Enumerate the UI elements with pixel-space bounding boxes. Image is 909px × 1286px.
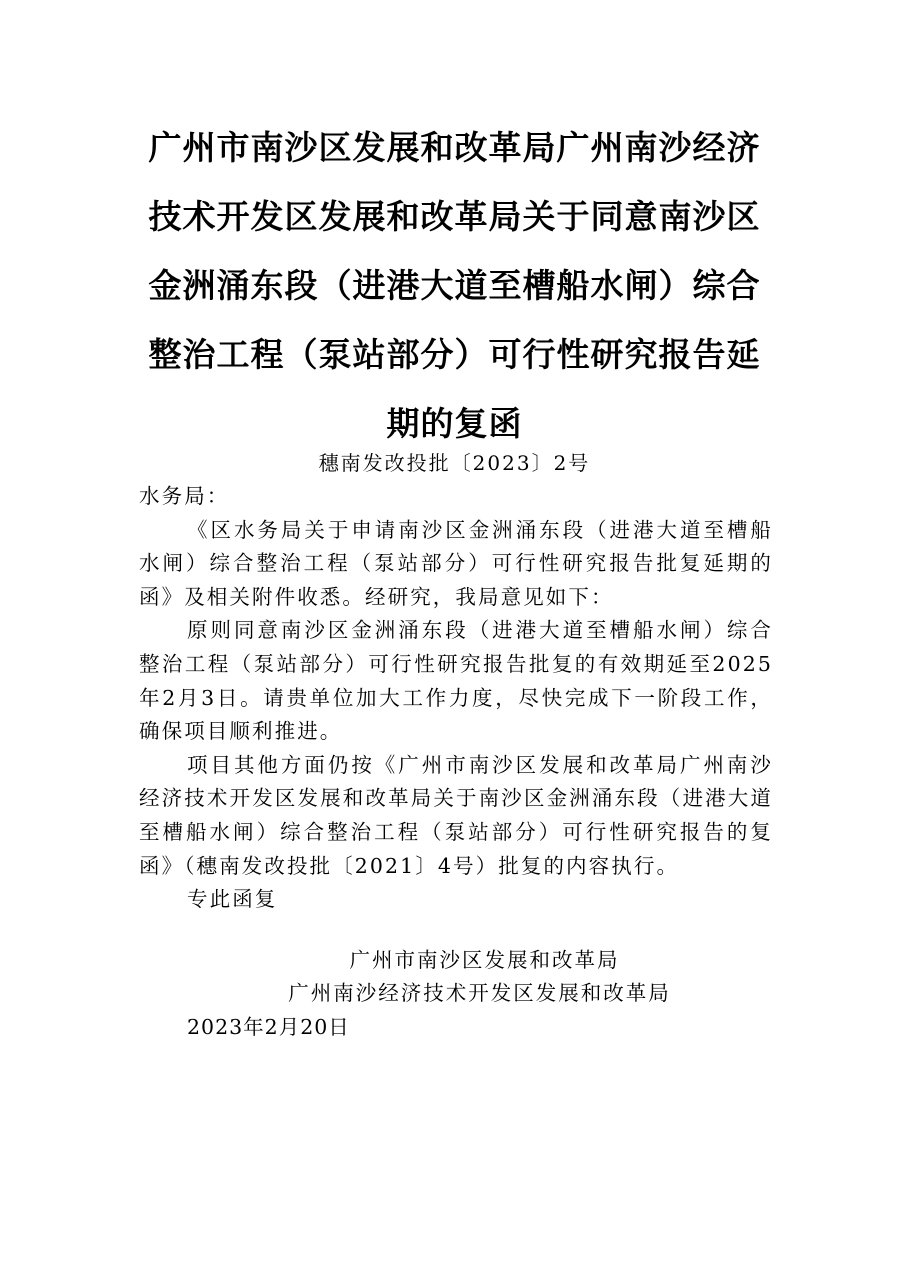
title-line: 整治工程（泵站部分）可行性研究报告延: [148, 335, 761, 374]
title-line: 广州市南沙区发展和改革局广州南沙经济: [148, 128, 761, 167]
document-number: 穗南发改投批〔2023〕2号: [318, 451, 591, 475]
issue-date: 2023年2月20日: [187, 1015, 350, 1039]
salutation: 水务局：: [139, 484, 230, 508]
body-paragraph: 《区水务局关于申请南沙区金洲涌东段（进港大道至槽船水闸）综合整治工程（泵站部分）可行性研究报告批复延期的函》及相关附件收悉。经研究，我局意见如下：: [139, 517, 773, 609]
document-title: [120, 113, 789, 458]
closing-phrase: 专此函复: [187, 887, 278, 912]
document-body: [139, 480, 773, 917]
title-line: 期的复函: [386, 404, 523, 443]
title-line: 金洲涌东段（进港大道至槽船水闸）综合: [148, 266, 761, 305]
signature-issuer-1: 广州市南沙区发展和改革局: [349, 948, 620, 972]
signature-issuer-2: 广州南沙经济技术开发区发展和改革局: [288, 981, 671, 1005]
body-paragraph: 项目其他方面仍按《广州市南沙区发展和改革局广州南沙经济技术开发区发展和改革局关于南沙区金洲涌东段（进港大道至槽船水闸）综合整治工程（泵站部分）可行性研究报告的复函》（穗南发改投批〔2021〕4号）批复的内容执行。: [139, 752, 773, 878]
body-paragraph: 原则同意南沙区金洲涌东段（进港大道至槽船水闸）综合整治工程（泵站部分）可行性研究报告批复的有效期延至2025年2月3日。请贵单位加大工作力度，尽快完成下一阶段工作，确保项目顺利推进。: [139, 618, 773, 744]
title-line: 技术开发区发展和改革局关于同意南沙区: [148, 197, 761, 236]
